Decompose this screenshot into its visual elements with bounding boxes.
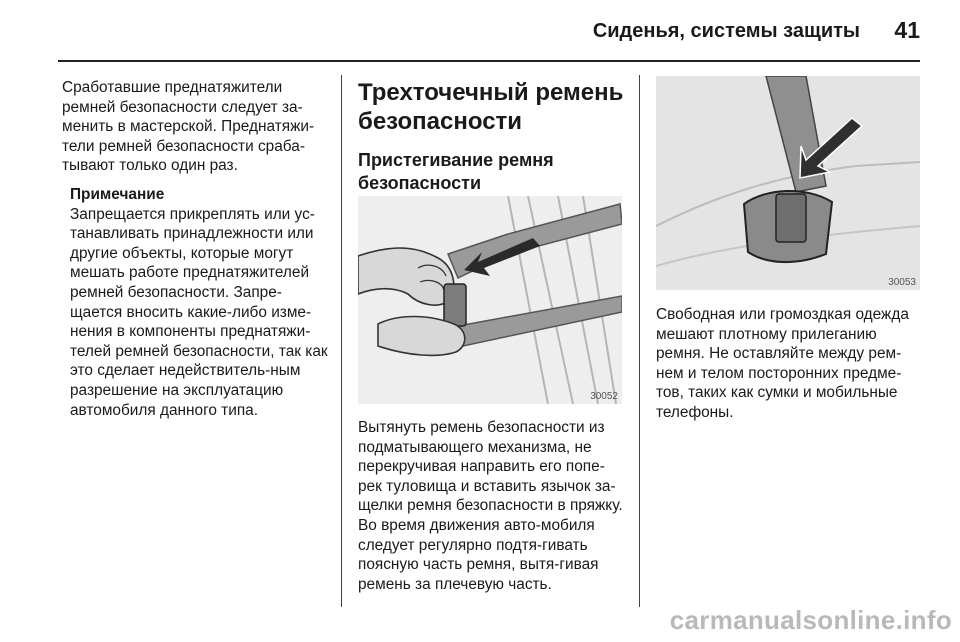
buckling-drawing [358, 196, 622, 404]
note-title: Примечание [70, 185, 165, 203]
figure-label-30053: 30053 [888, 277, 916, 288]
left-column [62, 78, 334, 420]
header-rule [58, 60, 920, 62]
note-text: Запрещается прикреплять или ус-танавливать принадлежности или другие объекты, которые могут мешать работе преднатяжителей ремней безопасности. Запре-щается вносить какие-либо изме-нения в компоненты преднатяжи-телей ремней безопасности, так как это сделает недействитель-ным разрешение на эксплуатацию автомобиля данного типа. [70, 205, 328, 419]
seatbelt-fit-illustration [656, 76, 920, 290]
column-divider-left [341, 75, 342, 607]
page-number: 41 [894, 17, 920, 43]
middle-column-body [358, 418, 624, 594]
middle-column [358, 78, 624, 195]
note-block [70, 185, 334, 420]
figure-label-30052: 30052 [590, 391, 618, 402]
section-subheading: Пристегивание ремня безопасности [358, 150, 554, 193]
column-divider-right [639, 75, 640, 607]
clothing-warning: Свободная или громоздкая одежда мешают плотному прилеганию ремня. Не оставляйте между рем-нем и телом посторонних предме-тов, таких как сумки и мобильные телефоны. [656, 306, 909, 421]
belt-fit-drawing [656, 76, 920, 290]
seatbelt-buckling-illustration [358, 196, 622, 404]
page-header-title: Сиденья, системы защиты [592, 20, 860, 42]
watermark: carmanualsonline.info [669, 605, 952, 635]
pretensioner-paragraph: Сработавшие преднатяжители ремней безопасности следует за-менить в мастерской. Преднатяжи-тели ремней безопасности сраба-тывают только один раз. [62, 79, 315, 175]
right-column-body [656, 305, 920, 423]
buckling-instructions: Вытянуть ремень безопасности из подматывающего механизма, не перекручивая направить его попе-рек туловища и вставить язычок за-щелки ремня безопасности в пряжку. Во время движения авто-мобиля следует регулярно подтя-гивать поясную часть ремня, вытя-гивая ремень за плечевую часть. [358, 419, 623, 593]
section-heading: Трехточечный ремень безопасности [358, 79, 624, 135]
